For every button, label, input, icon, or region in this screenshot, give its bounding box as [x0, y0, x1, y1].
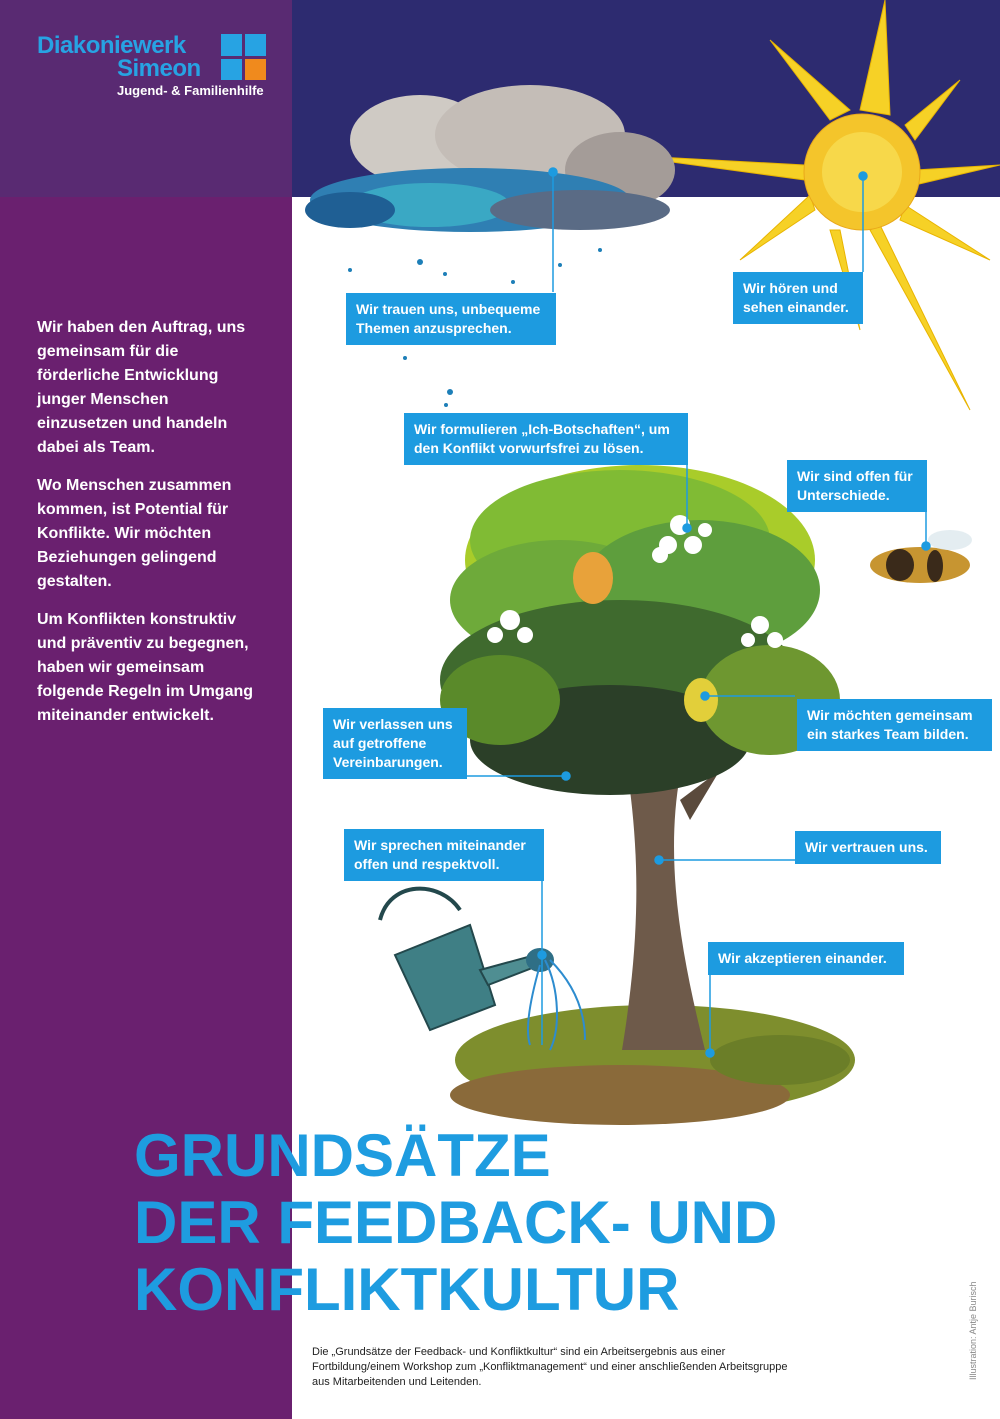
- logo-mark-icon: [221, 34, 267, 80]
- title-line-3: KONFLIKTKULTUR: [134, 1256, 680, 1323]
- label-pear: Wir möchten gemeinsam ein starkes Team bilden.: [797, 699, 992, 751]
- logo-square-orange: [245, 59, 266, 81]
- sun-illustration: [620, 0, 1000, 410]
- footnote: Die „Grundsätze der Feedback- und Konfliktkultur“ sind ein Arbeitsergebnis aus einer Fortbildung/einem Workshop zum „Konfliktmanagement“ und einer anschließenden Arbeitsgruppe aus Mitarbeitenden und Leitenden.: [312, 1346, 788, 1388]
- label-sun: Wir hören und sehen einander.: [733, 272, 863, 324]
- intro-paragraph-1: Wir haben den Auftrag, uns gemeinsam für die förderliche Entwicklung junger Menschen einzusetzen und handeln dabei als Team.: [37, 319, 246, 456]
- cloud-illustration: [305, 85, 675, 232]
- label-trunk: Wir vertrauen uns.: [795, 831, 941, 864]
- page-title: [134, 1122, 777, 1323]
- logo-subtitle: Jugend- & Familienhilfe: [117, 83, 264, 98]
- illustration-credit: Illustration: Antje Burisch: [968, 1281, 978, 1380]
- label-cloud: Wir trauen uns, unbequeme Themen anzusprechen.: [346, 293, 556, 345]
- logo: [37, 34, 264, 98]
- intro-paragraph-3: Um Konflikten konstruktiv und präventiv zu begegnen, haben wir gemeinsam folgende Regeln im Umgang miteinander entwickelt.: [37, 611, 254, 724]
- logo-line-1: Diakoniewerk: [37, 32, 186, 59]
- intro-paragraph-2: Wo Menschen zusammen kommen, ist Potential für Konflikte. Wir möchten Beziehungen gelingend gestalten.: [37, 477, 232, 590]
- label-leaves: Wir verlassen uns auf getroffene Vereinbarungen.: [323, 708, 467, 779]
- label-watering-can: Wir sprechen miteinander offen und respektvoll.: [344, 829, 544, 881]
- title-line-2: DER FEEDBACK- UND: [134, 1189, 778, 1256]
- label-flowers: Wir formulieren „Ich-Botschaften“, um den Konflikt vorwurfsfrei zu lösen.: [404, 413, 688, 465]
- logo-line-2: Simeon: [117, 55, 201, 82]
- title-line-1: GRUNDSÄTZE: [134, 1122, 551, 1189]
- label-bee: Wir sind offen für Unterschiede.: [787, 460, 927, 512]
- label-roots: Wir akzeptieren einander.: [708, 942, 904, 975]
- logo-square: [221, 34, 242, 56]
- logo-square: [245, 34, 266, 56]
- bee-illustration: [870, 530, 972, 583]
- intro-text: [37, 316, 257, 742]
- logo-square: [221, 59, 242, 81]
